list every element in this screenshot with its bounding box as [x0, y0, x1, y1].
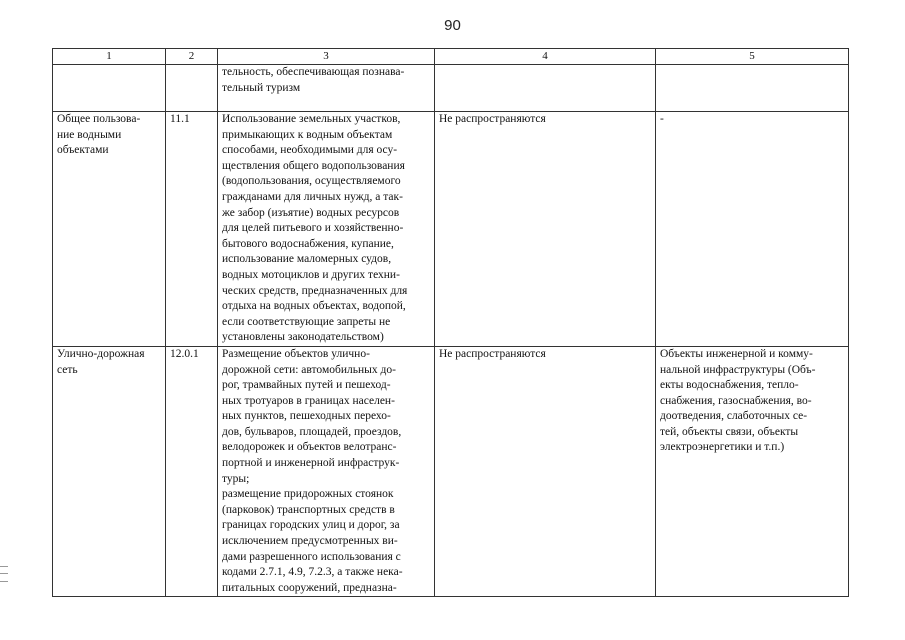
text-line: -: [660, 113, 664, 125]
text-line: сеть: [57, 363, 78, 376]
column-header: 3: [218, 49, 435, 65]
text-line: если соответствующие запреты не: [222, 315, 391, 328]
text-line: портной и инженерной инфраструк-: [222, 457, 400, 470]
text-line: доотведения, слаботочных се-: [660, 410, 808, 423]
text-line: размещение придорожных стоянок: [222, 488, 394, 501]
table-row: [53, 65, 849, 112]
cell-name: [53, 112, 166, 347]
text-line: туры;: [222, 472, 250, 485]
text-line: Использование земельных участков,: [222, 113, 401, 125]
cell-name: [53, 65, 166, 112]
column-header: 4: [435, 49, 656, 65]
cell-description: [218, 346, 435, 597]
cell-name: [53, 346, 166, 597]
column-header: 1: [53, 49, 166, 65]
text-line: водных мотоциклов и других техни-: [222, 268, 400, 281]
text-line: дорожной сети: автомобильных до-: [222, 363, 396, 376]
text-line: Общее пользова-: [57, 113, 141, 125]
text-line: гражданами для личных нужд, а так-: [222, 190, 403, 203]
cell-description: [218, 112, 435, 347]
text-line: границах городских улиц и дорог, за: [222, 519, 400, 532]
text-line: снабжения, газоснабжения, во-: [660, 394, 812, 407]
text-line: для целей питьевого и хозяйственно-: [222, 222, 404, 235]
column-header: 5: [656, 49, 849, 65]
text-line: Объекты инженерной и комму-: [660, 347, 813, 360]
cell-col4: Не распространяются: [435, 112, 656, 347]
text-line: дами разрешенного использования с: [222, 550, 401, 563]
text-line: исключением предусмотренных ви-: [222, 535, 398, 548]
land-use-table: [52, 48, 849, 597]
table-row: [53, 112, 849, 347]
text-line: способами, необходимыми для осу-: [222, 144, 398, 157]
text-line: использование маломерных судов,: [222, 253, 392, 266]
table-header-row: [53, 49, 849, 65]
text-line: (парковок) транспортных средств в: [222, 503, 395, 516]
text-line: Размещение объектов улично-: [222, 347, 370, 360]
text-line: тей, объекты связи, объекты: [660, 425, 799, 438]
cell-col5: [656, 112, 849, 347]
cell-code: [166, 65, 218, 112]
text-line: екты водоснабжения, тепло-: [660, 379, 799, 392]
text-line: ществления общего водопользования: [222, 159, 405, 172]
cell-col5: [656, 65, 849, 112]
text-line: тельный туризм: [222, 81, 301, 94]
text-line: ных пунктов, пешеходных перехо-: [222, 410, 391, 423]
scan-binding-mark: [0, 566, 8, 582]
cell-col5: [656, 346, 849, 597]
text-line: отдыха на водных объектах, водопой,: [222, 300, 406, 313]
text-line: дов, бульваров, площадей, проездов,: [222, 425, 402, 438]
text-line: тельность, обеспечивающая познава-: [222, 66, 405, 78]
cell-col4: [435, 65, 656, 112]
text-line: питальных сооружений, предназна-: [222, 581, 397, 594]
column-header: 2: [166, 49, 218, 65]
text-line: кодами 2.7.1, 4.9, 7.2.3, а также нека-: [222, 566, 403, 579]
cell-code: 12.0.1: [166, 346, 218, 597]
table-row: [53, 346, 849, 597]
page-number: 90: [444, 17, 461, 34]
text-line: велодорожек и объектов велотранс-: [222, 441, 397, 454]
text-line: рог, трамвайных путей и пешеход-: [222, 379, 391, 392]
text-line: электроэнергетики и т.п.): [660, 441, 785, 454]
cell-col4: Не распространяются: [435, 346, 656, 597]
text-line: примыкающих к водным объектам: [222, 128, 393, 141]
text-line: ческих средств, предназначенных для: [222, 284, 408, 297]
text-line: (водопользования, осуществляемого: [222, 175, 401, 188]
text-line: же забор (изъятие) водных ресурсов: [222, 206, 400, 219]
text-line: ных тротуаров в границах населен-: [222, 394, 395, 407]
cell-description: [218, 65, 435, 112]
text-line: ние водными: [57, 128, 122, 141]
text-line: объектами: [57, 144, 109, 157]
text-line: Улично-дорожная: [57, 347, 145, 360]
text-line: нальной инфраструктуры (Объ-: [660, 363, 816, 376]
cell-code: 11.1: [166, 112, 218, 347]
text-line: установлены законодательством): [222, 331, 384, 344]
text-line: бытового водоснабжения, купание,: [222, 237, 394, 250]
